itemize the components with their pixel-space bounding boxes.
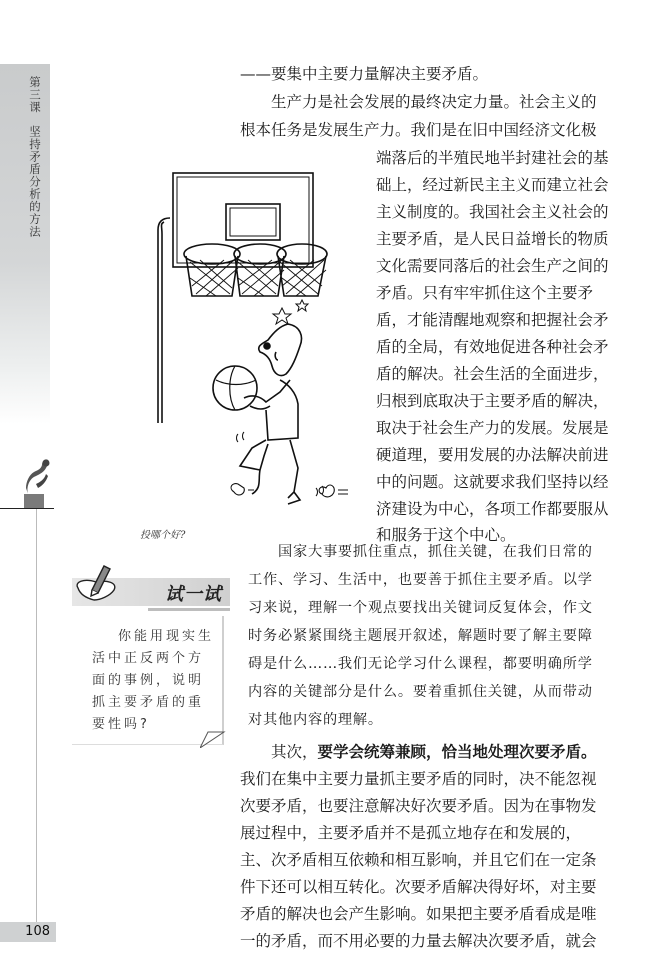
text-line: 归根到底取决于主要矛盾的解决， (376, 392, 609, 410)
text-line: 我们在集中主要力量抓主要矛盾的同时，决不能忽视 (240, 770, 597, 788)
chapter-side-title (28, 76, 42, 238)
text-line: 根本任务是发展生产力。我们是在旧中国经济文化极 (240, 121, 597, 139)
example-line: 时务必紧紧围绕主题展开叙述，解题时要了解主要障 (248, 628, 593, 644)
text-line: 中的问题。这就要求我们坚持以经 (376, 473, 609, 491)
try-it-question: 你能用现实生活中正反两个方面的事例，说明抓主要矛盾的重要性吗? (92, 629, 215, 732)
text-line: 盾的解决。社会生活的全面进步， (376, 365, 609, 383)
example-line: 习来说，理解一个观点要找出关键词反复体会，作文 (248, 600, 593, 616)
text-line: 主要矛盾，是人民日益增长的物质 (376, 230, 609, 248)
text-line: ——要集中主要力量解决主要矛盾。 (240, 65, 489, 83)
page-number-box (0, 922, 56, 942)
lesson-title: 坚持矛盾分析的方法 (28, 125, 42, 238)
text-line: 主义制度的。我国社会主义社会的 (376, 203, 609, 221)
lesson-number: 第三课 (28, 76, 42, 114)
page-number: 108 (25, 924, 50, 939)
example-line: 内容的关键部分是什么。要着重抓住关键，从而带动 (248, 684, 593, 700)
text-line: 展过程中，主要矛盾并不是孤立地存在和发展的， (240, 824, 582, 842)
try-it-title: 试一试 (165, 584, 222, 605)
thinker-statue-icon (18, 458, 54, 508)
text-line: 矛盾的解决也会产生影响。如果把主要矛盾看成是唯 (240, 905, 597, 923)
margin-rule (36, 509, 37, 922)
text-line: 主、次矛盾相互依赖和相互影响，并且它们在一定条 (240, 851, 597, 869)
text-line: 盾，才能清醒地观察和把握社会矛 (376, 311, 609, 329)
text-line: 件下还可以相互转化。次要矛盾解决得好坏，对主要 (240, 878, 597, 896)
second-point-heading-line (240, 740, 597, 765)
text-line: 一的矛盾，而不用必要的力量去解决次要矛盾，就会 (240, 932, 597, 950)
text-line: 盾的全局，有效地促进各种社会矛 (376, 338, 609, 356)
chapter-side-strip (0, 64, 50, 424)
text-line: 矛盾。只有牢牢抓住这个主要矛 (376, 284, 594, 302)
second-point-bold: 要学会统筹兼顾，恰当地处理次要矛盾。 (317, 743, 597, 761)
text-line: 生产力是社会发展的最终决定力量。社会主义的 (240, 93, 597, 111)
text-line: 和服务于这个中心。 (376, 526, 516, 544)
pencil-icon (70, 560, 120, 602)
page-fold-icon (200, 722, 226, 748)
illustration-caption: 投哪个好? (140, 530, 186, 541)
text-line: 次要矛盾，也要注意解决好次要矛盾。因为在事物发 (240, 797, 597, 815)
try-it-box (60, 568, 230, 750)
margin-divider (0, 508, 54, 509)
text-line: 济建设为中心，各项工作都要服从 (376, 500, 609, 518)
example-line: 国家大事要抓住重点，抓住关键，在我们日常的 (248, 544, 593, 560)
second-point-lead: 其次， (240, 743, 318, 761)
text-line: 端落后的半殖民地半封建社会的基 (376, 149, 609, 167)
text-line: 硬道理，要用发展的办法解决前进 (376, 446, 609, 464)
example-line: 碍是什么……我们无论学习什么课程，都要明确所学 (248, 656, 593, 672)
example-line: 工作、学习、生活中，也要善于抓住主要矛盾。以学 (248, 572, 593, 588)
text-line: 取决于社会生产力的发展。发展是 (376, 419, 609, 437)
text-line: 文化需要同落后的社会生产之间的 (376, 257, 609, 275)
example-line: 对其他内容的理解。 (248, 712, 383, 728)
basketball-cartoon-illustration (140, 148, 370, 510)
text-line: 础上，经过新民主主义而建立社会 (376, 176, 609, 194)
try-it-rule (148, 608, 230, 611)
